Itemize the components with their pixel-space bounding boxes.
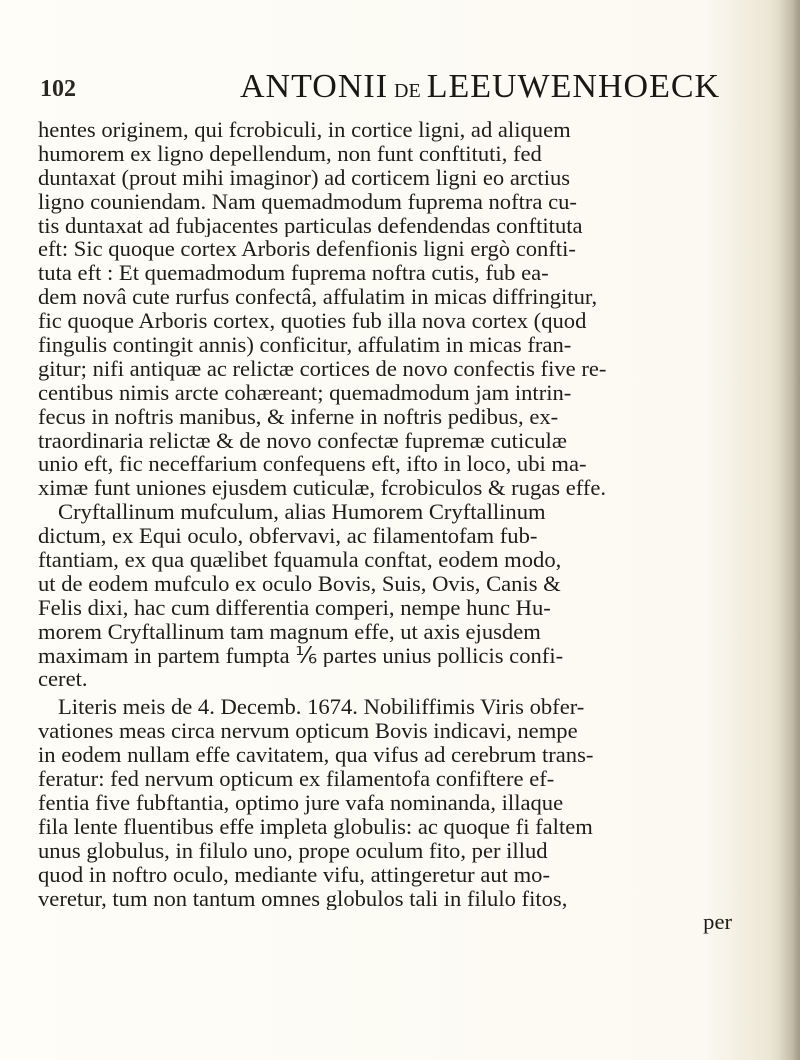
- text-line: morem Cryftallinum tam magnum effe, ut axis ejusdem: [38, 619, 541, 644]
- text-line: centibus nimis arcte cohæreant; quemadmodum jam intrin-: [38, 380, 572, 405]
- running-head: [240, 68, 720, 106]
- text-line: veretur, tum non tantum omnes globulos tali in filulo fitos,: [38, 886, 568, 911]
- paragraph-start-line: Cryftallinum mufculum, alias Humorem Cryftallinum: [58, 500, 546, 525]
- text-line: traordinaria relictæ & de novo confectæ fupremæ cuticulæ: [38, 428, 567, 453]
- text-line: in eodem nullam effe cavitatem, qua vifus ad cerebrum trans-: [38, 743, 594, 768]
- text-line: unio eft, fic neceffarium confequens eft, ifto in loco, ubi ma-: [38, 452, 587, 477]
- text-line: ftantiam, ex qua quælibet fquamula conftat, eodem modo,: [38, 548, 562, 572]
- text-line: fecus in noftris manibus, & inferne in noftris pedibus, ex-: [38, 404, 559, 429]
- page-edge-shadow: [778, 0, 800, 1060]
- text-line: tis duntaxat ad fubjacentes particulas defendendas conftituta: [38, 213, 583, 238]
- catchword: per: [703, 909, 732, 935]
- running-head-de: DE: [394, 80, 421, 102]
- text-line: duntaxat (prout mihi imaginor) ad corticem ligni eo arctius: [38, 165, 571, 190]
- text-line: maximam in partem fumpta ⅙ partes unius pollicis confi-: [38, 643, 564, 668]
- text-line: Felis dixi, hac cum differentia comperi, nempe hunc Hu-: [38, 595, 551, 620]
- text-line: ligno couniendam. Nam quemadmodum fuprema noftra cu-: [38, 189, 577, 214]
- text-line: feratur: fed nervum opticum ex filamentofa confiftere ef-: [38, 767, 555, 791]
- text-line: unus globulus, in filulo uno, prope oculum fito, per illud: [38, 838, 548, 863]
- text-line: hentes originem, qui fcrobiculi, in cortice ligni, ad aliquem: [38, 118, 571, 142]
- text-line: humorem ex ligno depellendum, non funt conftituti, fed: [38, 141, 542, 166]
- body-text: [38, 118, 760, 934]
- text-line: dictum, ex Equi oculo, obfervavi, ac filamentofam fub-: [38, 524, 538, 549]
- text-line: tuta eft : Et quemadmodum fuprema noftra cutis, fub ea-: [38, 261, 549, 286]
- page-header: [40, 68, 760, 118]
- text-line: vationes meas circa nervum opticum Bovis indicavi, nempe: [38, 719, 578, 744]
- text-line: fila lente fluentibus effe impleta globulis: ac quoque fi faltem: [38, 814, 593, 839]
- running-head-author-last: LEEUWENHOECK: [426, 68, 721, 105]
- text-line: fingulis contingit annis) conficitur, affulatim in micas fran-: [38, 333, 572, 357]
- text-line: ut de eodem mufculo ex oculo Bovis, Suis, Ovis, Canis &: [38, 571, 561, 596]
- text-line: dem novâ cute rurfus confectâ, affulatim in micas diffringitur,: [38, 285, 598, 310]
- text-line: ximæ funt uniones ejusdem cuticulæ, fcrobiculos & rugas effe.: [38, 476, 607, 501]
- page-number: 102: [40, 76, 76, 102]
- paragraph-start-line: Literis meis de 4. Decemb. 1674. Nobiliffimis Viris obfer-: [58, 695, 585, 720]
- text-line: quod in noftro oculo, mediante vifu, attingeretur aut mo-: [38, 862, 550, 887]
- running-head-author-first: ANTONII: [240, 68, 389, 105]
- text-line: fentia five fubftantia, optimo jure vafa nominanda, illaque: [38, 790, 564, 815]
- text-line: fic quoque Arboris cortex, quoties fub illa nova cortex (quod: [38, 309, 587, 334]
- text-line: gitur; nifi antiquæ ac relictæ cortices de novo confectis five re-: [38, 356, 607, 381]
- text-line: eft: Sic quoque cortex Arboris defenfionis ligni ergò confti-: [38, 237, 576, 262]
- text-line: ceret.: [38, 667, 88, 692]
